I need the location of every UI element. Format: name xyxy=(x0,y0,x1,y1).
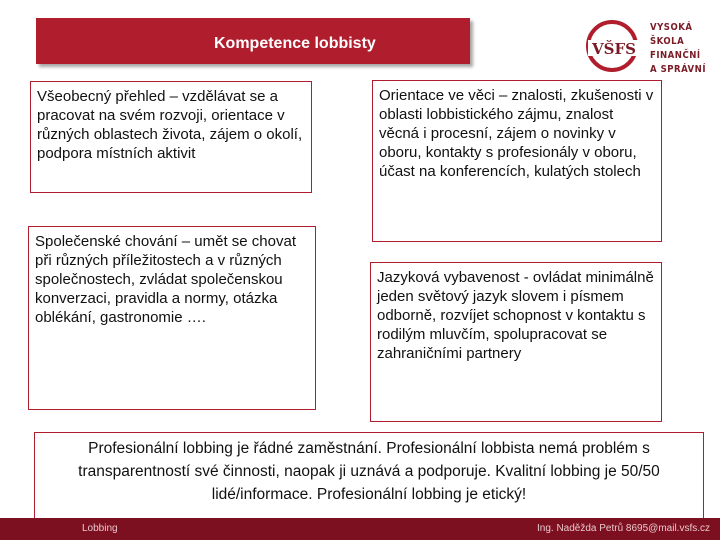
footer-right-text: Ing. Naděžda Petrů 8695@mail.vsfs.cz xyxy=(536,523,710,534)
footer-left-text: Lobbing xyxy=(82,523,118,534)
box-subject-orientation: Orientace ve věci – znalosti, zkušenosti v oblasti lobbistického zájmu, znalost věcná i procesní, zájem o novinky v oboru, kontakty s profesionály v oboru, účast na konferencích, kulatých stolech xyxy=(372,80,662,242)
box-language-skills: Jazyková vybavenost - ovládat minimálně jeden světový jazyk slovem i písmem odborně, rozvíjet schopnost v kontaktu s rodilým mluvčím, spolupracovat se zahraničními partnery xyxy=(370,262,662,422)
vsfs-logo-icon xyxy=(584,18,648,74)
conclusion-box: Profesionální lobbing je řádné zaměstnání. Profesionální lobbista nemá problém s transparentností své činnosti, naopak ji uznává a podporuje. Kvalitní lobbing je 50/50 lidé/informace. Profesionální lobbing je etický! xyxy=(34,432,704,524)
slide-title: Kompetence lobbisty xyxy=(214,35,376,52)
logo-monogram: VŠFS xyxy=(592,40,636,58)
school-logo xyxy=(584,18,716,74)
slide-title-bar xyxy=(36,18,470,64)
logo-line-1: VYSOKÁ ŠKOLA xyxy=(650,22,693,47)
logo-text xyxy=(650,21,716,77)
box-general-overview: Všeobecný přehled – vzdělávat se a pracovat na svém rozvoji, orientace v různých oblastech života, zájem o okolí, podpora místních aktivit xyxy=(30,81,312,193)
footer-bar xyxy=(0,518,720,540)
box-social-behavior: Společenské chování – umět se chovat při různých příležitostech a v různých společnostech, zvládat společenskou konverzaci, pravidla a normy, otázka oblékání, gastronomie …. xyxy=(28,226,316,410)
logo-line-2: FINANČNÍ xyxy=(650,50,701,61)
logo-line-3: A SPRÁVNÍ xyxy=(650,64,707,75)
